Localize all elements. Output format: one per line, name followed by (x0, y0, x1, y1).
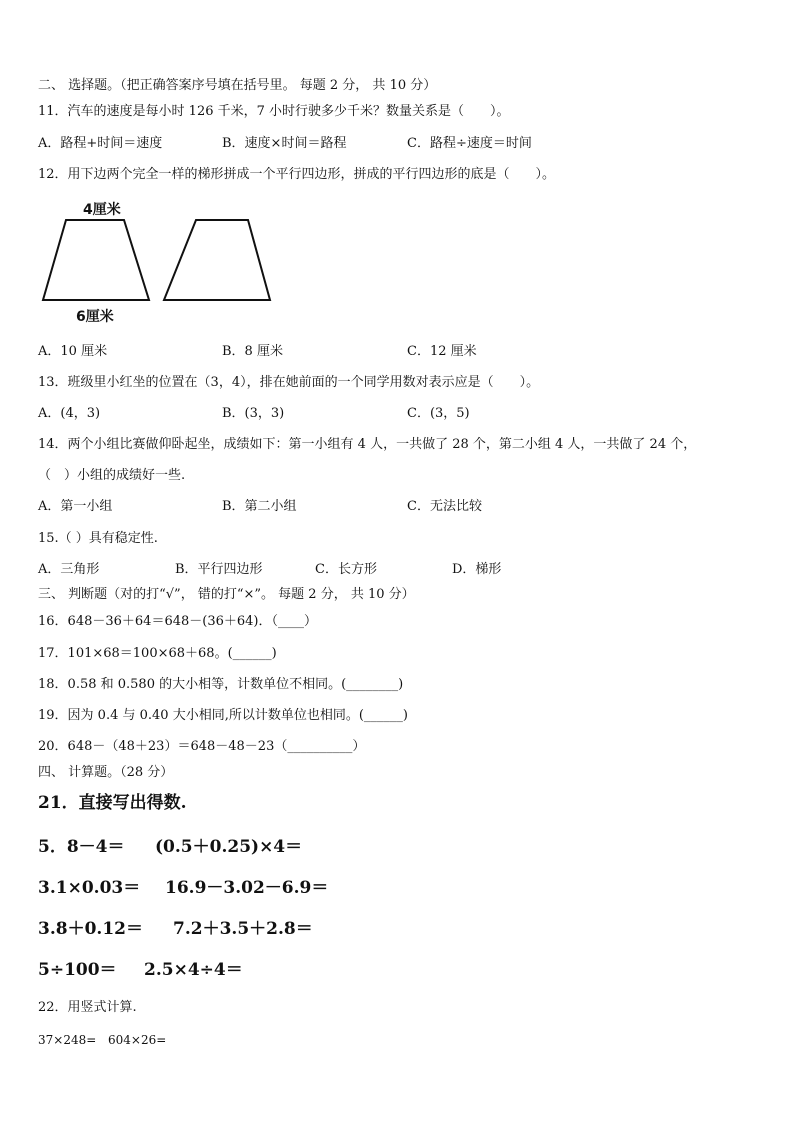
q13-option-b: B．(3，3) (222, 406, 285, 421)
q14-option-a: A．第一小组 (38, 499, 113, 514)
calc-row-3-right: 7.2＋3.5＋2.8＝ (173, 919, 313, 939)
q14-option-c: C．无法比较 (407, 499, 482, 514)
q15-option-a: A．三角形 (38, 562, 100, 577)
question-22-title: 22．用竖式计算. (38, 1000, 137, 1015)
question-19: 19．因为 0.4 与 0.40 大小相同,所以计数单位也相同。(______) (38, 708, 408, 723)
trapezoid-figure (36, 196, 286, 330)
calc-row-4-right: 2.5×4÷4＝ (144, 960, 243, 980)
q12-option-b: B．8 厘米 (222, 344, 283, 359)
q15-option-b: B．平行四边形 (175, 562, 263, 577)
calc-row-2-right: 16.9－3.02－6.9＝ (165, 878, 329, 898)
bottom-length-label: 6厘米 (76, 309, 114, 325)
question-11: 11．汽车的速度是每小时 126 千米，7 小时行驶多少千米？数量关系是（ ）。 (38, 104, 510, 119)
trapezoid-right (164, 220, 270, 300)
question-20: 20．648－（48＋23）＝648－48－23（__________） (38, 739, 366, 754)
calc-row-4-left: 5÷100＝ (38, 960, 117, 980)
q13-option-c: C．(3，5) (407, 406, 470, 421)
q11-option-a: A．路程+时间＝速度 (38, 136, 163, 151)
trapezoid-left (43, 220, 149, 300)
q22-item-2: 604×26= (108, 1033, 167, 1047)
calc-row-1-right: (0.5＋0.25)×4＝ (155, 837, 303, 857)
top-length-label: 4厘米 (83, 202, 121, 218)
section-4-title: 四、 计算题。（28 分） (38, 765, 174, 780)
section-2-title: 二、 选择题。（把正确答案序号填在括号里。 每题 2 分， 共 10 分） (38, 78, 437, 93)
question-14-line-1: 14．两个小组比赛做仰卧起坐，成绩如下：第一小组有 4 人，一共做了 28 个，第二小组 4 人，一共做了 24 个， (38, 437, 697, 452)
q11-option-c: C．路程÷速度＝时间 (407, 136, 532, 151)
calc-row-2-left: 3.1×0.03＝ (38, 878, 141, 898)
question-18: 18．0.58 和 0.580 的大小相等，计数单位不相同。(________) (38, 677, 404, 692)
question-17: 17．101×68＝100×68＋68。(______) (38, 646, 277, 661)
q13-option-a: A．(4，3) (38, 406, 101, 421)
question-15: 15.（ ）具有稳定性. (38, 531, 158, 546)
question-13: 13．班级里小红坐的位置在（3，4），排在她前面的一个同学用数对表示应是（ ）。 (38, 375, 540, 390)
question-21-title: 21．直接写出得数. (38, 793, 187, 813)
question-16: 16．648－36＋64＝648－(36＋64)．（____） (38, 614, 317, 629)
q12-option-a: A．10 厘米 (38, 344, 108, 359)
q15-option-c: C．长方形 (315, 562, 377, 577)
section-3-title: 三、 判断题（对的打“√”， 错的打“×”。 每题 2 分， 共 10 分） (38, 587, 415, 602)
q12-option-c: C．12 厘米 (407, 344, 477, 359)
q22-item-1: 37×248= (38, 1033, 97, 1047)
question-12: 12．用下边两个完全一样的梯形拼成一个平行四边形，拼成的平行四边形的底是（ ）。 (38, 167, 556, 182)
calc-row-3-left: 3.8＋0.12＝ (38, 919, 143, 939)
q15-option-d: D．梯形 (452, 562, 502, 577)
q11-option-b: B．速度×时间＝路程 (222, 136, 347, 151)
question-14-line-2: （ ）小组的成绩好一些. (38, 468, 186, 483)
calc-row-1-left: 5．8－4＝ (38, 837, 125, 857)
q14-option-b: B．第二小组 (222, 499, 297, 514)
